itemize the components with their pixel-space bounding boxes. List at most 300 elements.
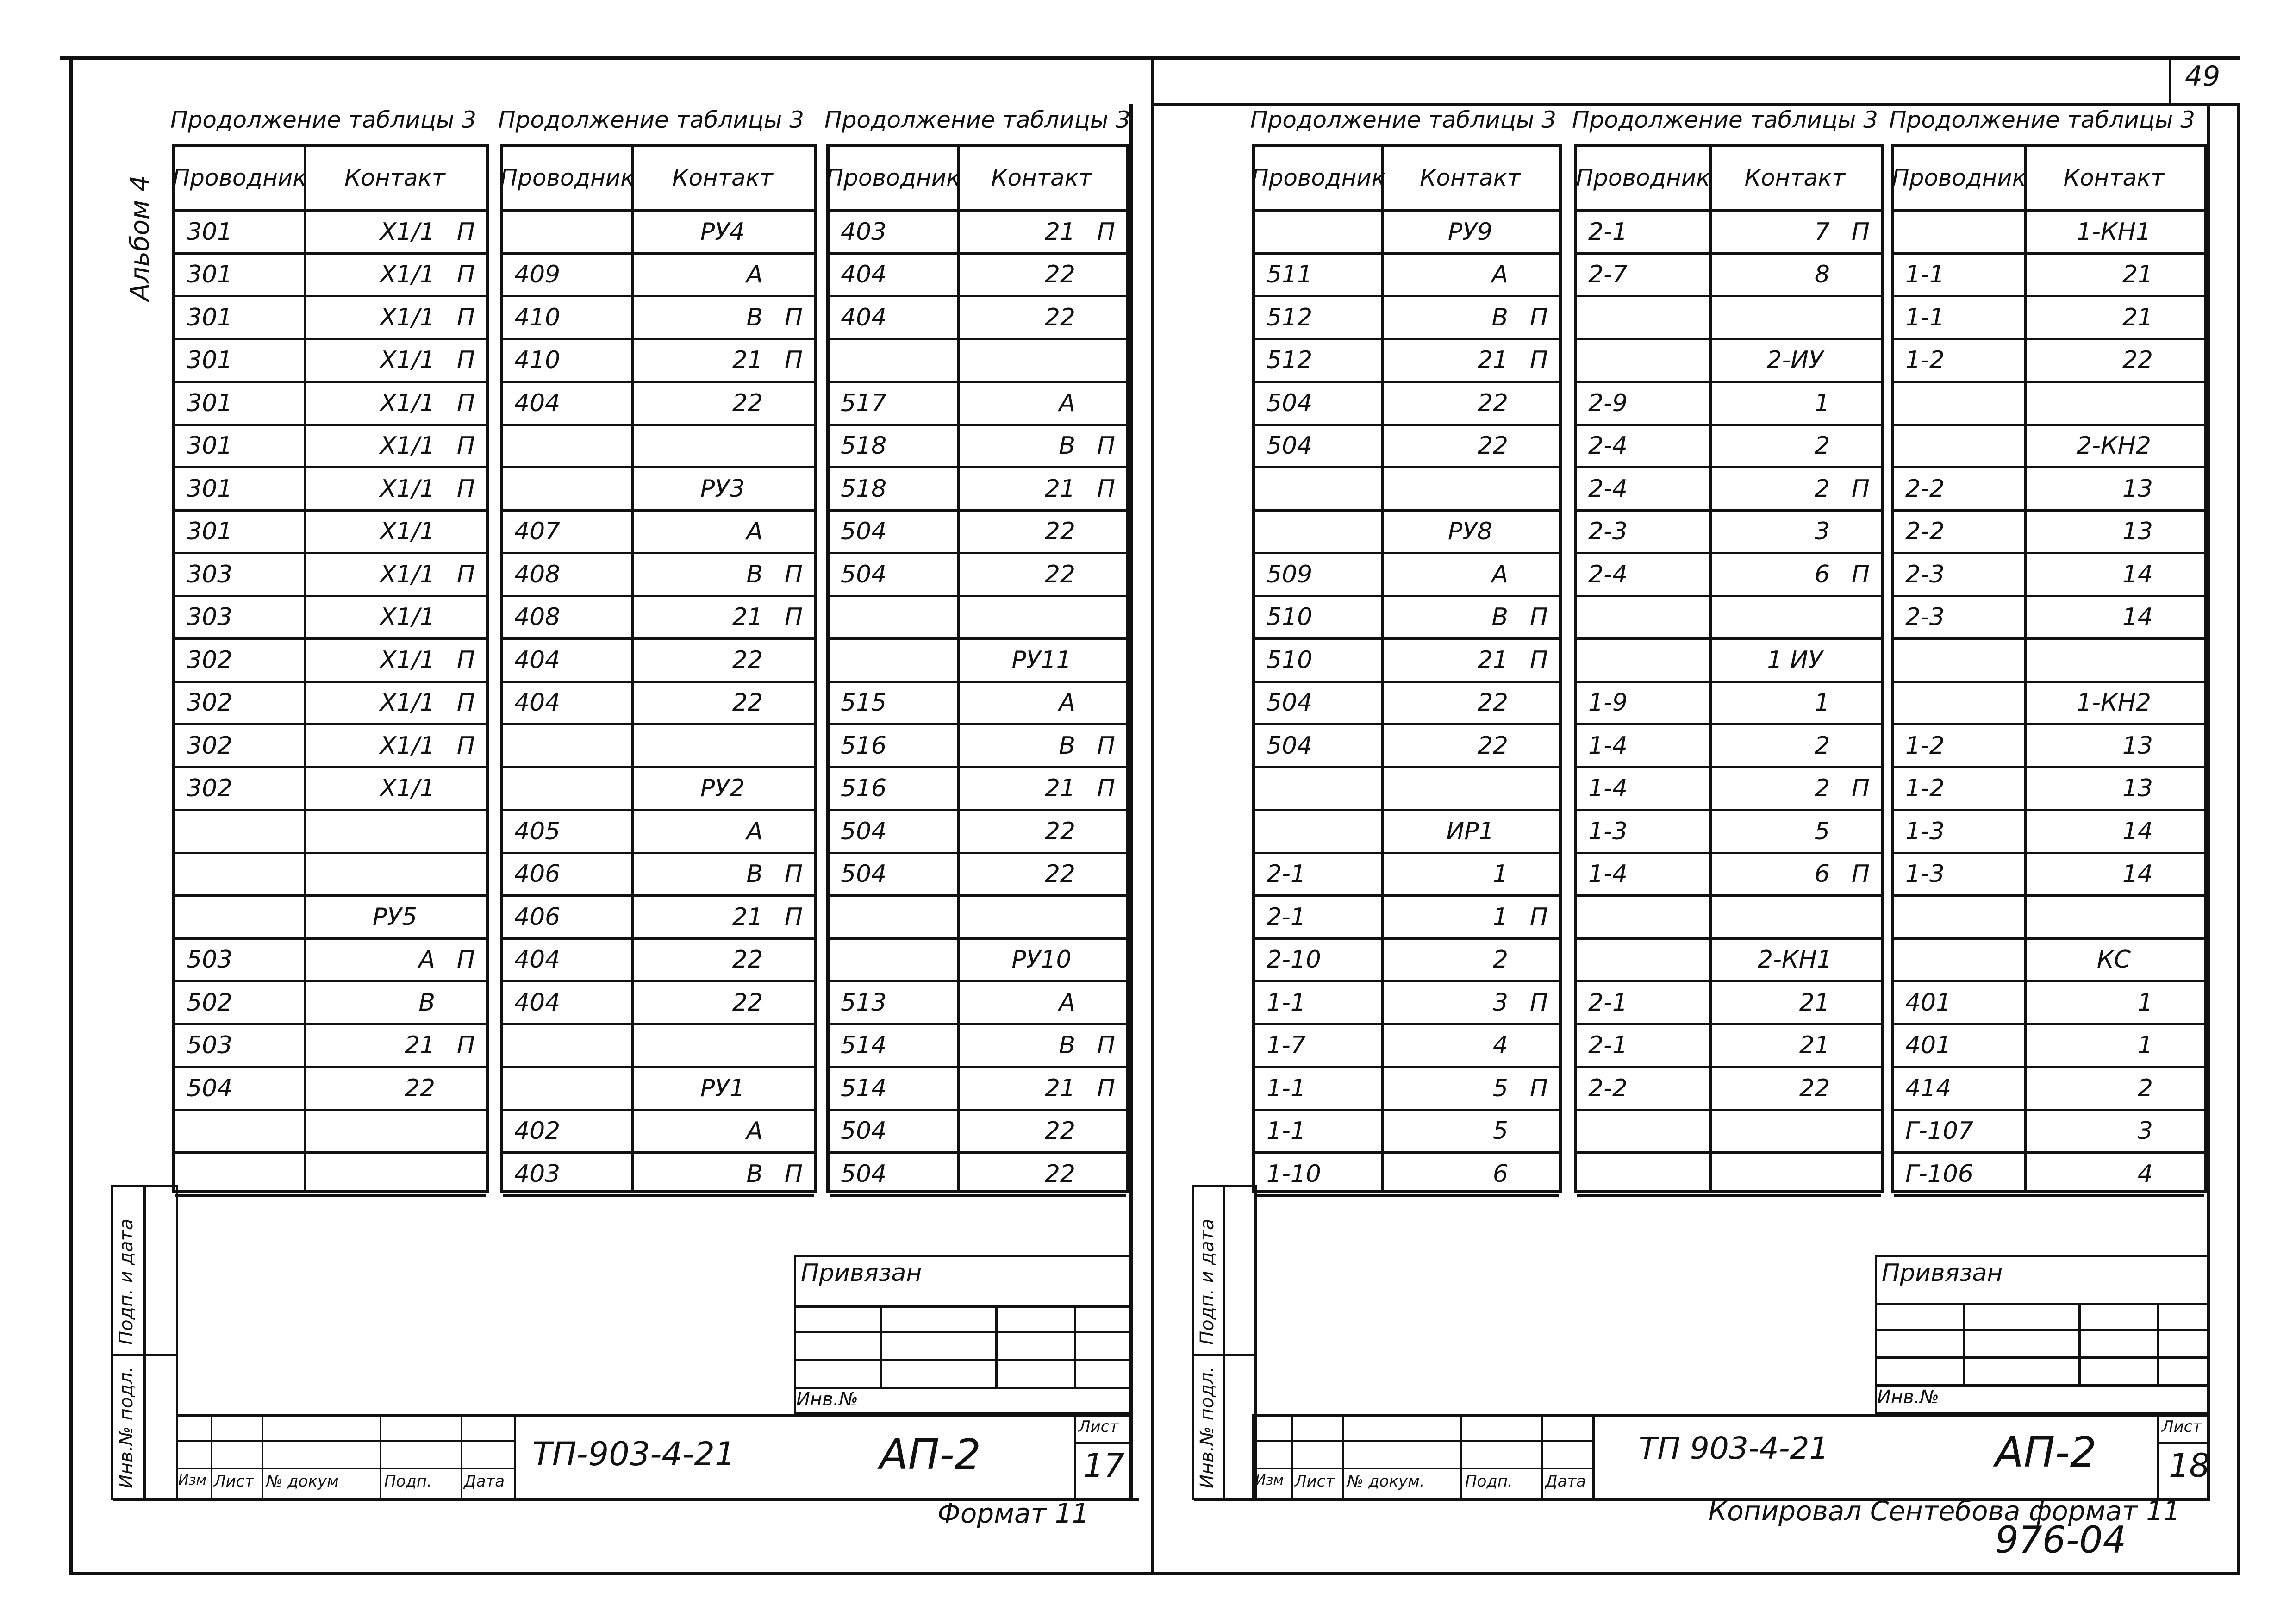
contact-value: Х1/1 bbox=[380, 518, 435, 546]
contact-flag: П bbox=[1529, 346, 1548, 375]
contact-cell bbox=[1709, 255, 1881, 295]
table-row bbox=[503, 1068, 814, 1111]
right-stamp-v2 bbox=[1342, 1414, 1344, 1500]
contact-flag: П bbox=[1851, 475, 1870, 503]
header-conductor: Проводник bbox=[172, 164, 307, 191]
contact-value: Х1/1 bbox=[380, 775, 435, 803]
conductor-cell: 404 bbox=[514, 389, 561, 417]
contact-value: 1 ИУ bbox=[1767, 646, 1823, 674]
conductor-cell: 2-4 bbox=[1588, 560, 1628, 588]
contact-cell bbox=[2024, 383, 2204, 424]
table-row bbox=[830, 811, 1126, 854]
table-row bbox=[503, 340, 814, 383]
contact-cell bbox=[2024, 297, 2204, 338]
contact-cell bbox=[1709, 768, 1881, 809]
contact-value: 21 bbox=[1799, 988, 1830, 1017]
contact-cell bbox=[631, 554, 814, 595]
left-stamp-h1 bbox=[176, 1440, 514, 1442]
contact-flag: П bbox=[1529, 1074, 1548, 1102]
left-title-sheet-h bbox=[1074, 1442, 1132, 1444]
contact-value: 22 bbox=[1477, 689, 1508, 717]
conductor-cell: 1-4 bbox=[1588, 860, 1628, 888]
table-caption: Продолжение таблицы 3 bbox=[170, 106, 476, 133]
contact-cell bbox=[1709, 940, 1881, 981]
contact-value: 22 bbox=[1477, 731, 1508, 760]
contact-cell bbox=[2024, 212, 2204, 252]
table-caption: Продолжение таблицы 3 bbox=[1250, 106, 1556, 133]
table-row bbox=[1577, 468, 1881, 512]
contact-value: 13 bbox=[2122, 731, 2153, 760]
contact-cell bbox=[1709, 468, 1881, 509]
conductor-cell: 1-10 bbox=[1267, 1160, 1322, 1188]
conductor-cell: 1-2 bbox=[1905, 775, 1945, 803]
right-stamp-v4 bbox=[1541, 1414, 1543, 1500]
contact-value: А bbox=[1059, 988, 1075, 1017]
table-row bbox=[175, 811, 486, 854]
contact-value: РУ9 bbox=[1447, 218, 1493, 246]
table-row bbox=[1255, 426, 1559, 469]
table-row bbox=[175, 383, 486, 426]
contact-value: 21 bbox=[1044, 1074, 1075, 1102]
contact-cell bbox=[957, 212, 1126, 252]
contact-cell bbox=[304, 982, 486, 1023]
table-row bbox=[503, 597, 814, 640]
contact-flag: П bbox=[456, 218, 475, 246]
contact-cell bbox=[1381, 640, 1559, 681]
contact-cell bbox=[2024, 255, 2204, 295]
contact-value: Х1/1 bbox=[380, 731, 435, 760]
right-side-label-2: Подп. и дата bbox=[1197, 1218, 1218, 1345]
conductor-cell: 509 bbox=[1267, 560, 1313, 588]
conductor-cell: 502 bbox=[187, 988, 233, 1017]
contact-value: А bbox=[418, 946, 435, 974]
table-row bbox=[503, 768, 814, 812]
header-contact: Контакт bbox=[344, 164, 445, 191]
contact-cell bbox=[304, 940, 486, 981]
left-doc-code: ТП-903-4-21 bbox=[532, 1435, 736, 1473]
contact-value: А bbox=[746, 1117, 763, 1145]
contact-flag: П bbox=[784, 603, 803, 631]
contact-cell bbox=[631, 383, 814, 424]
contact-flag: П bbox=[456, 1031, 475, 1060]
contact-cell bbox=[1381, 512, 1559, 552]
contact-cell bbox=[631, 426, 814, 467]
contact-value: 1 bbox=[1814, 389, 1830, 417]
conductor-cell: 2-1 bbox=[1588, 1031, 1628, 1060]
header-contact: Контакт bbox=[991, 164, 1092, 191]
contact-value: 22 bbox=[1044, 560, 1075, 588]
table-caption: Продолжение таблицы 3 bbox=[498, 106, 804, 133]
table-header bbox=[172, 147, 486, 212]
table-row bbox=[1577, 940, 1881, 983]
conductor-cell: 410 bbox=[514, 303, 561, 331]
contact-cell bbox=[957, 554, 1126, 595]
left-stamp-col-doc: № докум bbox=[266, 1472, 339, 1491]
contact-value: 2 bbox=[2137, 1074, 2153, 1102]
contact-cell bbox=[1381, 297, 1559, 338]
table-row bbox=[830, 597, 1126, 640]
contact-cell bbox=[957, 383, 1126, 424]
table-row bbox=[830, 982, 1126, 1025]
conductor-cell: 301 bbox=[187, 518, 233, 546]
contact-flag: П bbox=[784, 303, 803, 331]
table-row bbox=[1577, 554, 1881, 597]
table-row bbox=[1255, 212, 1559, 255]
right-stamp-col-sign: Подп. bbox=[1465, 1472, 1513, 1491]
contact-value: А bbox=[1059, 689, 1075, 717]
left-stamp-v1 bbox=[211, 1414, 212, 1500]
contact-cell bbox=[1381, 468, 1559, 509]
conductor-cell: 1-1 bbox=[1267, 1074, 1306, 1102]
contact-cell bbox=[2024, 940, 2204, 981]
conductor-cell: 2-1 bbox=[1588, 218, 1628, 246]
table-row bbox=[1894, 640, 2204, 683]
conductor-cell: 1-3 bbox=[1905, 817, 1945, 845]
contact-value: 5 bbox=[1492, 1074, 1508, 1102]
contact-value: 6 bbox=[1814, 560, 1830, 588]
table-row bbox=[1577, 897, 1881, 940]
table-row bbox=[175, 512, 486, 555]
right-format-text: Копировал Сентебова формат 11 bbox=[1708, 1495, 2181, 1527]
contact-cell bbox=[1381, 725, 1559, 766]
contact-cell bbox=[957, 340, 1126, 381]
table-header bbox=[1577, 147, 1881, 212]
contact-cell bbox=[631, 982, 814, 1023]
contact-value: 22 bbox=[732, 646, 763, 674]
conductor-cell: 504 bbox=[841, 1117, 887, 1145]
conductor-cell: 504 bbox=[1267, 689, 1313, 717]
conductor-cell: 1-3 bbox=[1905, 860, 1945, 888]
contact-value: Х1/1 bbox=[380, 218, 435, 246]
table-row bbox=[1255, 897, 1559, 940]
contact-flag: П bbox=[1529, 988, 1548, 1017]
left-side-stamp-h bbox=[111, 1354, 178, 1356]
contact-flag: П bbox=[456, 432, 475, 460]
contact-cell bbox=[1381, 683, 1559, 724]
contact-value: РУ10 bbox=[1011, 946, 1072, 974]
contact-cell bbox=[957, 1068, 1126, 1109]
frame-right bbox=[2237, 106, 2240, 1575]
table-row bbox=[830, 725, 1126, 768]
contact-cell bbox=[957, 1111, 1126, 1152]
table-row bbox=[830, 554, 1126, 597]
contact-cell bbox=[1381, 1111, 1559, 1152]
header-conductor: Проводник bbox=[500, 164, 635, 191]
table-row bbox=[175, 597, 486, 640]
table-row bbox=[830, 768, 1126, 812]
right-bound-v1 bbox=[1963, 1303, 1965, 1384]
left-side-stamp-divider bbox=[144, 1185, 146, 1500]
contact-flag: П bbox=[456, 731, 475, 760]
table-row bbox=[1894, 1111, 2204, 1154]
right-sheet-label: Лист bbox=[2162, 1418, 2202, 1436]
contact-flag: П bbox=[1097, 475, 1115, 503]
conductor-cell: 1-1 bbox=[1267, 988, 1306, 1017]
contact-cell bbox=[1381, 554, 1559, 595]
right-stamp-col-date: Дата bbox=[1545, 1472, 1586, 1491]
contact-cell bbox=[1709, 811, 1881, 852]
table-row bbox=[1577, 1154, 1881, 1197]
contact-cell bbox=[631, 1025, 814, 1066]
contact-flag: П bbox=[456, 303, 475, 331]
conductor-cell: 404 bbox=[841, 261, 887, 289]
left-bound-v1 bbox=[880, 1305, 882, 1387]
contact-cell bbox=[1709, 1111, 1881, 1152]
contact-value: 2-ИУ bbox=[1766, 346, 1823, 375]
table-row bbox=[830, 512, 1126, 555]
conductor-cell: 504 bbox=[1267, 389, 1313, 417]
contact-cell bbox=[304, 897, 486, 937]
table-header bbox=[1894, 147, 2204, 212]
contact-cell bbox=[1381, 1154, 1559, 1194]
contact-value: 22 bbox=[1044, 817, 1075, 845]
contact-cell bbox=[631, 468, 814, 509]
table-row bbox=[1577, 340, 1881, 383]
conductor-cell: 514 bbox=[841, 1074, 887, 1102]
table-row bbox=[1255, 1025, 1559, 1068]
contact-flag: П bbox=[1529, 603, 1548, 631]
conductor-cell: 407 bbox=[514, 518, 561, 546]
contact-cell bbox=[957, 854, 1126, 895]
contact-value: В bbox=[746, 303, 763, 331]
contact-flag: П bbox=[1097, 218, 1115, 246]
conductor-cell: 504 bbox=[841, 518, 887, 546]
header-contact: Контакт bbox=[1744, 164, 1846, 191]
contact-cell bbox=[1381, 1025, 1559, 1066]
contact-cell bbox=[1709, 383, 1881, 424]
contact-cell bbox=[304, 725, 486, 766]
contact-cell bbox=[957, 512, 1126, 552]
contact-cell bbox=[1709, 512, 1881, 552]
left-stamp-v3 bbox=[380, 1414, 381, 1500]
table-row bbox=[503, 426, 814, 469]
left-stamp-v4 bbox=[461, 1414, 462, 1500]
contact-cell bbox=[631, 1068, 814, 1109]
left-sheet-number: 17 bbox=[1083, 1447, 1125, 1485]
right-title-sheet-split bbox=[2157, 1414, 2159, 1500]
table-row bbox=[175, 982, 486, 1025]
table-row bbox=[1255, 512, 1559, 555]
conductor-cell: 301 bbox=[187, 346, 233, 375]
right-stamp-col-doc: № докум. bbox=[1347, 1472, 1425, 1491]
contact-cell bbox=[957, 725, 1126, 766]
contact-cell bbox=[2024, 1111, 2204, 1152]
conductor-cell: 401 bbox=[1905, 988, 1952, 1017]
conductor-cell: 1-1 bbox=[1267, 1117, 1306, 1145]
table-row bbox=[1894, 468, 2204, 512]
conductor-cell: 2-2 bbox=[1905, 475, 1945, 503]
contact-value: В bbox=[1491, 303, 1508, 331]
contact-value: 2 bbox=[1814, 432, 1830, 460]
contact-value: 1 bbox=[1492, 860, 1508, 888]
contact-cell bbox=[304, 811, 486, 852]
left-sheet-code: АП-2 bbox=[880, 1430, 981, 1479]
contact-value: 2-КН2 bbox=[2077, 432, 2151, 460]
table-row bbox=[1894, 212, 2204, 255]
contact-cell bbox=[304, 1025, 486, 1066]
table-row bbox=[175, 255, 486, 298]
contact-flag: П bbox=[456, 346, 475, 375]
table-row bbox=[175, 1068, 486, 1111]
table-row bbox=[503, 1025, 814, 1068]
conductor-cell: 2-9 bbox=[1588, 389, 1628, 417]
conductor-cell: 404 bbox=[514, 946, 561, 974]
contact-cell bbox=[1709, 297, 1881, 338]
contact-value: 21 bbox=[1477, 346, 1508, 375]
contact-cell bbox=[304, 383, 486, 424]
conductor-cell: 503 bbox=[187, 1031, 233, 1060]
table-row bbox=[1894, 982, 2204, 1025]
table-row bbox=[1894, 897, 2204, 940]
contact-cell bbox=[304, 297, 486, 338]
contact-value: РУ8 bbox=[1447, 518, 1493, 546]
contact-cell bbox=[957, 897, 1126, 937]
conductor-cell: 301 bbox=[187, 389, 233, 417]
contact-value: 22 bbox=[1044, 261, 1075, 289]
contact-cell bbox=[2024, 854, 2204, 895]
contact-cell bbox=[1709, 554, 1881, 595]
contact-cell bbox=[957, 468, 1126, 509]
contact-flag: П bbox=[456, 261, 475, 289]
contact-value: 6 bbox=[1814, 860, 1830, 888]
contact-value: Х1/1 bbox=[380, 389, 435, 417]
contact-value: В bbox=[746, 860, 763, 888]
contact-flag: П bbox=[1851, 860, 1870, 888]
contact-cell bbox=[631, 768, 814, 809]
contact-cell bbox=[304, 683, 486, 724]
conductor-cell: 2-3 bbox=[1588, 518, 1628, 546]
left-stamp-col-list: Лист bbox=[214, 1472, 254, 1491]
table-row bbox=[175, 426, 486, 469]
contact-cell bbox=[2024, 982, 2204, 1023]
table-row bbox=[1577, 383, 1881, 426]
table-row bbox=[830, 640, 1126, 683]
conductor-cell: 302 bbox=[187, 689, 233, 717]
table-row bbox=[1577, 297, 1881, 340]
table-row bbox=[175, 340, 486, 383]
contact-cell bbox=[631, 725, 814, 766]
contact-value: 4 bbox=[1492, 1031, 1508, 1060]
contact-cell bbox=[1709, 597, 1881, 638]
right-side-stamp-h bbox=[1192, 1354, 1257, 1356]
contact-cell bbox=[1709, 1154, 1881, 1194]
conductor-cell: 1-1 bbox=[1905, 303, 1945, 331]
table-row bbox=[830, 1025, 1126, 1068]
contact-value: 8 bbox=[1814, 261, 1830, 289]
contact-cell bbox=[2024, 811, 2204, 852]
table-row bbox=[503, 255, 814, 298]
table-row bbox=[1894, 255, 2204, 298]
conductor-cell: 2-1 bbox=[1267, 903, 1306, 931]
left-stamp-h2 bbox=[176, 1468, 514, 1469]
contact-value: В bbox=[418, 988, 435, 1017]
table-row bbox=[1577, 512, 1881, 555]
left-stamp-col-izm: Изм bbox=[178, 1472, 207, 1488]
contact-cell bbox=[1381, 768, 1559, 809]
connection-table bbox=[1574, 144, 1884, 1193]
conductor-cell: 405 bbox=[514, 817, 561, 845]
right-stamp-col-izm: Изм bbox=[1255, 1472, 1284, 1488]
left-format-text: Формат 11 bbox=[937, 1498, 1089, 1529]
contact-value: 22 bbox=[1044, 1117, 1075, 1145]
conductor-cell: 504 bbox=[841, 560, 887, 588]
contact-flag: П bbox=[456, 475, 475, 503]
header-conductor: Проводник bbox=[1576, 164, 1710, 191]
table-row bbox=[1255, 340, 1559, 383]
table-header bbox=[1251, 147, 1559, 212]
conductor-cell: 504 bbox=[841, 860, 887, 888]
contact-cell bbox=[1709, 897, 1881, 937]
contact-flag: П bbox=[784, 1160, 803, 1188]
right-title-sheet-h bbox=[2157, 1442, 2209, 1444]
contact-cell bbox=[1381, 383, 1559, 424]
contact-value: А bbox=[1491, 560, 1508, 588]
table-row bbox=[503, 1111, 814, 1154]
contact-cell bbox=[1381, 982, 1559, 1023]
contact-cell bbox=[1381, 597, 1559, 638]
contact-value: 21 bbox=[732, 603, 763, 631]
table-row bbox=[830, 1111, 1126, 1154]
contact-flag: П bbox=[456, 689, 475, 717]
contact-cell bbox=[631, 597, 814, 638]
contact-cell bbox=[2024, 640, 2204, 681]
contact-cell bbox=[1381, 426, 1559, 467]
contact-value: 21 bbox=[2122, 261, 2153, 289]
contact-value: 21 bbox=[1799, 1031, 1830, 1060]
conductor-cell: 1-2 bbox=[1905, 731, 1945, 760]
contact-value: 1 bbox=[1814, 689, 1830, 717]
left-inv-label: Инв.№ bbox=[796, 1389, 858, 1410]
conductor-cell: 2-1 bbox=[1588, 988, 1628, 1017]
right-inv-label: Инв.№ bbox=[1877, 1387, 1939, 1408]
contact-value: А bbox=[746, 518, 763, 546]
table-row bbox=[503, 383, 814, 426]
left-bound-h2 bbox=[794, 1331, 1132, 1333]
conductor-cell: 2-1 bbox=[1267, 860, 1306, 888]
contact-flag: П bbox=[1529, 903, 1548, 931]
contact-cell bbox=[631, 683, 814, 724]
contact-cell bbox=[631, 940, 814, 981]
conductor-cell: 510 bbox=[1267, 646, 1313, 674]
contact-cell bbox=[1709, 683, 1881, 724]
table-row bbox=[1255, 297, 1559, 340]
conductor-cell: 406 bbox=[514, 903, 561, 931]
contact-cell bbox=[1381, 940, 1559, 981]
contact-cell bbox=[2024, 468, 2204, 509]
left-title-split bbox=[514, 1414, 516, 1500]
contact-cell bbox=[304, 512, 486, 552]
table-row bbox=[1894, 597, 2204, 640]
conductor-cell: 504 bbox=[1267, 432, 1313, 460]
contact-cell bbox=[304, 212, 486, 252]
conductor-cell: 402 bbox=[514, 1117, 561, 1145]
table-row bbox=[830, 340, 1126, 383]
table-row bbox=[1255, 1068, 1559, 1111]
contact-flag: П bbox=[1097, 775, 1115, 803]
conductor-cell: 504 bbox=[187, 1074, 233, 1102]
table-row bbox=[830, 897, 1126, 940]
table-row bbox=[1577, 1068, 1881, 1111]
contact-cell bbox=[2024, 512, 2204, 552]
conductor-cell: 301 bbox=[187, 261, 233, 289]
contact-cell bbox=[1381, 897, 1559, 937]
contact-value: Х1/1 bbox=[380, 560, 435, 588]
table-row bbox=[175, 683, 486, 726]
contact-value: 14 bbox=[2122, 860, 2153, 888]
table-caption: Продолжение таблицы 3 bbox=[1572, 106, 1878, 133]
conductor-cell: 512 bbox=[1267, 346, 1313, 375]
table-row bbox=[503, 854, 814, 897]
